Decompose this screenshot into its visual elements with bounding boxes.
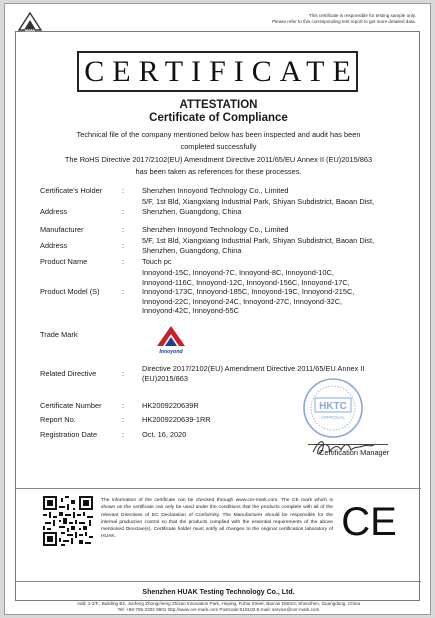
company-address-line-1: Add: 1-2/F., Building B2, Junfeng Zhongcheng Zhizao Innovation Park, Heping, Fuhai Street, Bao'an District, Shenzhen, Guangdong, China [76, 601, 361, 606]
company-contact-line: Tel: +86-755-2302 9901 http://www.cer-mark.com Postcode:518103 E-mail: service@cer-mark.com [117, 607, 320, 613]
company-divider [16, 581, 421, 582]
directive-value [142, 364, 412, 383]
ce-mark-icon [341, 499, 397, 541]
colon: : [122, 186, 125, 195]
colon: : [122, 287, 125, 296]
signature-line [308, 444, 388, 445]
disclaimer-line-1: This certificate is responsible for testing sample only. [308, 13, 416, 18]
attestation-heading: ATTESTATION [179, 99, 258, 111]
intro-line-3: The RoHS Directive 2017/2102(EU) Amendment Directive 2011/65/EU Annex II (EU)2015/863 [64, 155, 373, 164]
directive-line-2: (EU)2015/863 [142, 373, 189, 383]
address-label: Address [40, 241, 68, 250]
manufacturer-address-value [142, 236, 412, 255]
colon: : [122, 430, 125, 439]
report-number-value: HK2009220639-1RR [142, 415, 211, 424]
intro-line-4: has been taken as references for these processes. [135, 167, 302, 176]
company-address [5, 601, 432, 614]
cert-number-label: Certificate Number [40, 401, 102, 410]
certification-manager-label: Certification Manager [319, 448, 390, 457]
company-name: Shenzhen HUAK Testing Technology Co., Ltd. [142, 589, 295, 596]
holder-address-line-1: 5/F, 1st Bld, Xiangxiang Industrial Park, Shiyan Subdistrict, Baoan Dist, [142, 197, 375, 206]
colon: : [122, 369, 125, 378]
disclaimer-line-2: Please refer to this corresponding test report to get more detailed data. [271, 19, 416, 24]
holder-label: Certificate's Holder [40, 186, 103, 195]
manufacturer-label: Manufacturer [40, 225, 84, 234]
model-line-5: Innoyond-42C, Innoyond-55C [142, 306, 239, 315]
holder-address-value [142, 197, 412, 216]
address-label: Address [40, 207, 68, 216]
footer-divider [16, 488, 421, 489]
qr-code-icon [43, 496, 93, 546]
trademark-label: Trade Mark [40, 330, 78, 339]
holder-address-line-2: Shenzhen, Guangdong, China [142, 206, 242, 216]
manufacturer-value: Shenzhen Innoyond Technology Co., Limited [142, 225, 289, 234]
registration-date-value: Oct. 16, 2020 [142, 430, 187, 439]
compliance-heading: Certificate of Compliance [149, 112, 288, 124]
registration-date-label: Registration Date [40, 430, 98, 439]
product-name-label: Product Name [40, 257, 88, 266]
directive-label: Related Directive [40, 369, 97, 378]
model-line-1: Innoyond-15C, Innoyond-7C, Innoyond-8C, Innoyond-10C, [142, 268, 334, 277]
top-disclaimer [272, 13, 416, 25]
directive-line-1: Directive 2017/2102(EU) Amendment Directive 2011/65/EU Annex II [142, 364, 365, 373]
hktc-seal-icon [301, 376, 365, 440]
footer-note: The information of the certificate can be checked through www.cer-mark.com. The CE mark which is shown on the certificate can only be used under the conditions that the products complete with all of the relevant Directives of EC Declaration of Conformity. The Manufacturer should be responsible for the internal production control so that the products complied with the essential requirements of the above mentioned Directive(s). Certificate holder must notify all changes to the original certification laboratory of HUAK. [101, 498, 333, 540]
certificate-page [4, 3, 431, 615]
svg-text:HUAK: HUAK [25, 28, 35, 32]
manufacturer-address-line-1: 5/F, 1st Bld, Xiangxiang Industrial Park, Shiyan Subdistrict, Baoan Dist, [142, 236, 375, 245]
report-number-label: Report No. [40, 415, 76, 424]
colon: : [122, 225, 125, 234]
colon: : [122, 401, 125, 410]
ce-mark-text: CE [341, 500, 397, 541]
intro-line-2: completed successfully [180, 142, 257, 151]
colon: : [122, 241, 125, 250]
cert-number-value: HK2009220639R [142, 401, 199, 410]
colon: : [122, 207, 125, 216]
page-title: CERTIFICATE [84, 54, 359, 88]
intro-line-1: Technical file of the company mentioned below has been inspected and audit has been [76, 130, 361, 139]
model-line-4: Innoyond-22C, Innoyond-24C, Innoyond-27C, Innoyond-32C, [142, 296, 343, 306]
manufacturer-address-line-2: Shenzhen, Guangdong, China [142, 245, 242, 255]
colon: : [122, 257, 125, 266]
innoyond-logo-icon [153, 320, 189, 356]
model-line-3: Innoyond-173C, Innoyond-185C, Innoyond-19C, Innoyond-215C, [142, 287, 355, 296]
seal-main-text: HKTC [319, 401, 347, 412]
colon: : [122, 415, 125, 424]
product-name-value: Touch pc [142, 257, 172, 266]
holder-value: Shenzhen Innoyond Technology Co., Limited [142, 186, 289, 195]
title-box [77, 51, 358, 92]
seal-sub-text: APPROVAL [321, 415, 345, 420]
product-model-label: Product Model (S) [40, 287, 100, 296]
product-model-list [142, 268, 412, 316]
model-line-2: Innoyond-116C, Innoyond-12C, Innoyond-156C, Innoyond-17C, [142, 277, 350, 287]
huak-logo-icon [17, 10, 43, 32]
trademark-logo-text: Innoyond [159, 349, 183, 355]
